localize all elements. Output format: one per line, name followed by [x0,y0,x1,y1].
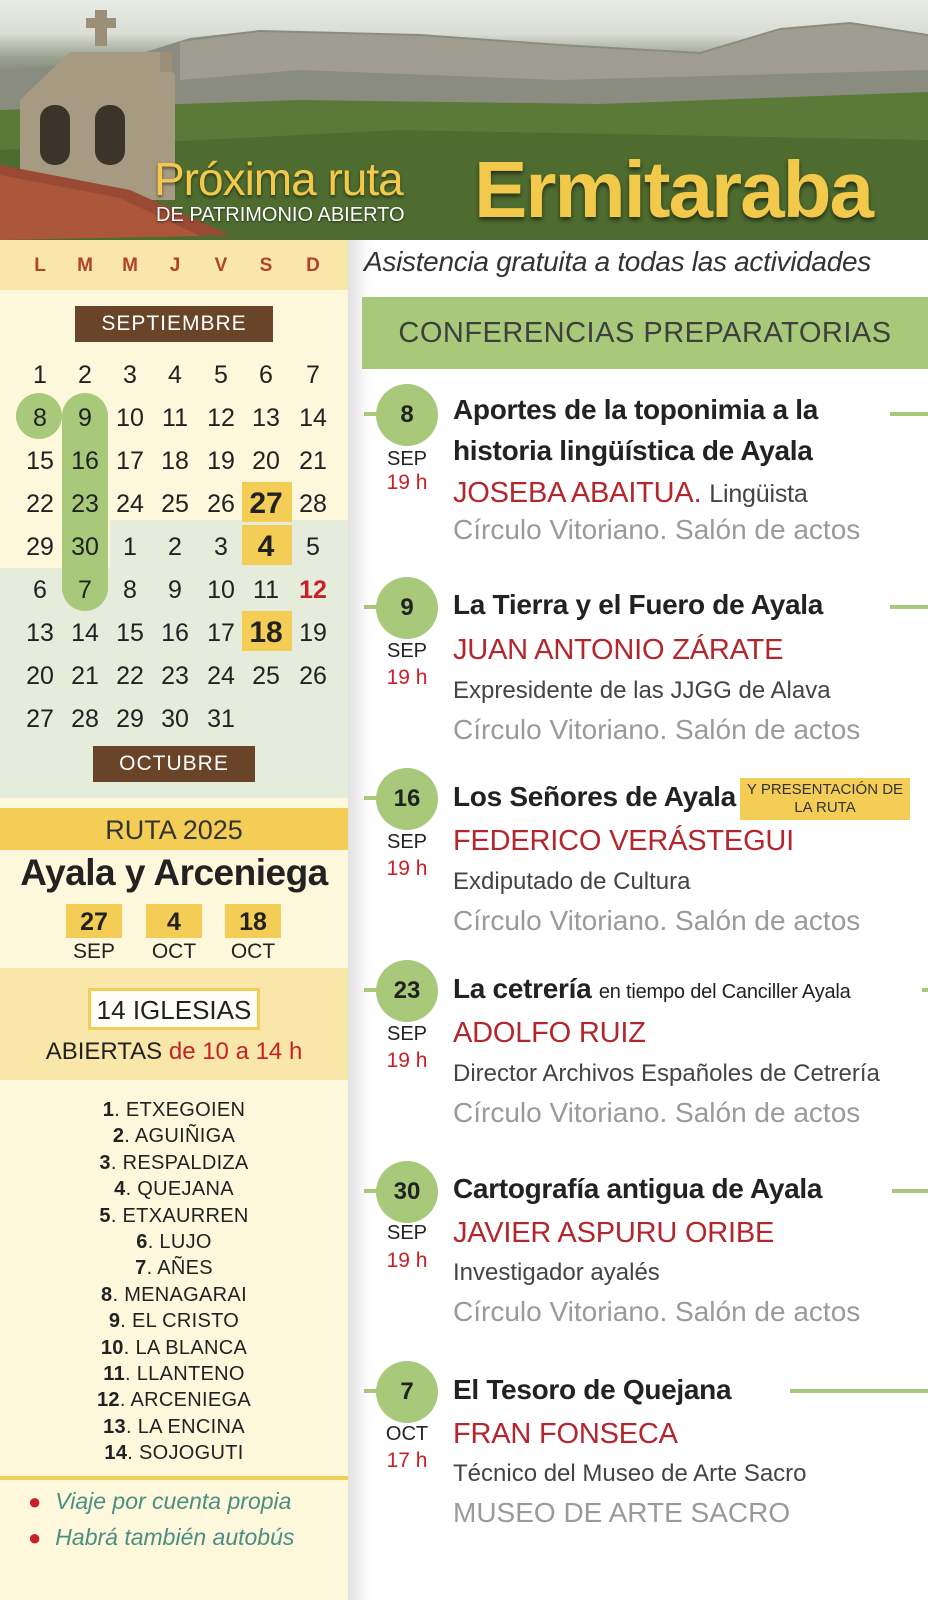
calendar-day: 1 [123,533,137,561]
calendar-day: 13 [252,404,280,432]
church-number: 1 [102,1099,115,1121]
event-title: El Tesoro de Quejana [453,1374,732,1405]
church-item [0,1176,348,1202]
calendar-day: 22 [26,490,54,518]
calendar-day: 29 [26,533,54,561]
church-item [0,1123,348,1149]
calendar-day: 25 [161,490,189,518]
church-separator: . [124,1125,135,1148]
calendar-day: 12 [207,404,235,432]
church-number: 5 [99,1204,111,1227]
event-day: 7 [376,1361,438,1423]
calendar-day: 27 [249,487,283,520]
church-number: 7 [135,1257,147,1280]
connector-line [922,988,928,992]
calendar-day: 21 [71,662,99,690]
weekday-label: S [259,255,273,276]
church-item [0,1229,348,1255]
calendar-day: 16 [161,619,189,647]
event-hour: 19 h [386,471,428,494]
calendar-day: 9 [168,576,182,604]
hours-label: de 10 a 14 h [168,1038,303,1065]
church-name: EL CRISTO [131,1310,240,1333]
calendar-day: 19 [299,619,327,647]
event-title [453,969,851,1012]
church-number: 12 [97,1389,120,1412]
church-separator: . [147,1230,160,1253]
calendar-day: 24 [207,662,235,690]
event-hour: 19 h [386,1249,428,1272]
church-item [0,1361,348,1387]
calendar-day: 7 [78,576,92,604]
header-banner [0,0,928,240]
calendar-day: 20 [26,662,54,690]
divider [0,1476,348,1480]
church-name: ETXAURREN [122,1204,249,1227]
event-title: La Tierra y el Fuero de Ayala [453,589,823,620]
church-separator: . [125,1362,137,1385]
event-place: Círculo Vitoriano. Salón de actos [453,514,861,545]
church-item [0,1150,348,1176]
ruta-date-day: 18 [225,904,281,938]
church-name: LUJO [159,1230,212,1253]
church-number: 11 [103,1362,126,1385]
event-title: Aportes de la toponimia a la [453,394,819,425]
church-separator: . [125,1178,138,1201]
note-item [28,1524,294,1551]
bullet-icon: ● [28,1489,42,1514]
event-item [348,1361,928,1551]
calendar-day: 5 [214,361,228,389]
calendar-day: 13 [26,619,54,647]
conferences-banner: CONFERENCIAS PREPARATORIAS [362,297,928,369]
church-number: 8 [101,1283,113,1306]
church-item [0,1335,348,1361]
calendar-day: 18 [249,616,283,649]
calendar-day: 20 [252,447,280,475]
calendar-day: 9 [78,404,92,432]
ruta-date [139,904,209,964]
church-name: AÑES [157,1257,213,1280]
church-name: ARCENIEGA [130,1389,251,1412]
event-speaker: FEDERICO VERÁSTEGUI [453,825,795,857]
calendar-day: 8 [33,404,47,432]
calendar-day: 4 [168,361,182,389]
church-item [0,1282,348,1308]
event-description: Expresidente de las JJGG de Alava [453,677,831,704]
event-hour: 17 h [386,1449,428,1472]
event-speaker: JUAN ANTONIO ZÁRATE [453,634,784,666]
church-number: 10 [100,1336,124,1359]
calendar-day: 1 [33,361,47,389]
church-number: 14 [104,1442,128,1465]
event-month: OCT [385,1423,429,1445]
month-label-october: OCTUBRE [93,746,255,782]
event-day: 30 [376,1161,438,1223]
event-title: Los Señores de Ayala [453,781,736,812]
connector-line [790,1389,928,1393]
presentation-badge: Y PRESENTACIÓN DE LA RUTA [740,778,910,820]
calendar-day: 3 [123,361,137,389]
event-month: SEP [386,1023,428,1045]
church-name: ETXEGOIEN [125,1099,246,1121]
church-number: 6 [136,1230,148,1253]
event-speaker: JAVIER ASPURU ORIBE [453,1217,775,1249]
iglesias-count: 14 IGLESIAS [88,988,260,1030]
calendar-day: 26 [207,490,235,518]
event-title-main: La cetrería [453,973,592,1004]
ruta-label: RUTA 2025 [0,808,348,850]
church-name: QUEJANA [137,1178,234,1201]
church-list [0,1097,348,1466]
weekday-label: M [122,255,138,276]
church-item [0,1097,348,1123]
calendar-day: 28 [299,490,327,518]
calendar-day: 4 [257,530,275,563]
ruta-date-month: OCT [230,940,276,963]
calendar-day: 29 [116,705,144,733]
event-hour: 19 h [386,666,428,689]
church-separator: . [112,1283,125,1306]
month-label-september: SEPTIEMBRE [75,306,273,342]
calendar-day: 14 [71,619,99,647]
church-name: MENAGARAI [124,1283,247,1306]
event-description: Técnico del Museo de Arte Sacro [453,1460,807,1487]
opening-hours [0,1038,348,1066]
ruta-date-month: SEP [72,940,116,963]
calendar-day: 2 [168,533,182,561]
event-speaker [453,477,808,510]
event-speaker: ADOLFO RUIZ [453,1017,646,1049]
event-hour: 19 h [386,857,428,880]
connector-line [890,412,928,416]
church-name: LA BLANCA [135,1336,248,1359]
note-item [28,1488,291,1515]
church-number: 4 [114,1178,126,1201]
event-hour: 19 h [386,1049,428,1072]
calendar-day: 17 [207,619,235,647]
church-item [0,1414,348,1440]
event-item [348,1161,928,1351]
calendar-day: 23 [161,662,189,690]
note-text: Viaje por cuenta propia [55,1488,292,1514]
calendar-day: 6 [33,576,47,604]
event-month: SEP [386,831,428,853]
event-item [348,768,928,958]
event-title: historia lingüística de Ayala [453,435,813,466]
bullet-icon: ● [28,1525,42,1550]
event-day: 9 [376,577,438,639]
church-separator: . [146,1257,158,1280]
calendar-day: 18 [161,447,189,475]
calendar-day: 8 [123,576,137,604]
header-title-small: Próxima ruta [154,153,403,205]
church-name: RESPALDIZA [122,1151,249,1174]
calendar-day: 10 [116,404,144,432]
event-day: 8 [376,384,438,446]
calendar-day: 2 [78,361,92,389]
calendar-day: 12 [299,576,327,604]
calendar-day: 31 [207,705,235,733]
church-separator: . [120,1310,132,1333]
calendar-day: 11 [253,576,279,604]
calendar-day: 5 [306,533,320,561]
event-description: Investigador ayalés [453,1259,660,1286]
church-separator: . [114,1099,126,1121]
event-speaker: FRAN FONSECA [453,1418,678,1450]
church-name: SOJOGUTI [138,1442,244,1465]
ruta-name: Ayala y Arceniega [20,852,328,893]
note-text: Habrá también autobús [55,1524,295,1550]
left-column [0,240,348,1600]
ruta-date-day: 4 [146,904,202,938]
calendar-day: 23 [71,490,99,518]
event-place: Círculo Vitoriano. Salón de actos [453,1097,861,1128]
church-separator: . [127,1442,139,1465]
connector-line [890,605,928,609]
weekday-label: D [306,255,320,276]
event-title-small: en tiempo del Canciller Ayala [598,981,851,1003]
calendar-day: 25 [252,662,280,690]
connector-line [892,1189,928,1193]
event-title: Cartografía antigua de Ayala [453,1173,823,1204]
ruta-date [59,904,129,964]
church-item [0,1203,348,1229]
church-number: 13 [103,1415,126,1438]
event-month: SEP [386,448,428,470]
ruta-date-day: 27 [66,904,122,938]
event-month: SEP [386,1222,428,1244]
calendar-day: 22 [116,662,144,690]
event-day: 23 [376,960,438,1022]
event-month: SEP [386,640,428,662]
event-item [348,384,928,574]
event-place: Círculo Vitoriano. Salón de actos [453,714,861,745]
church-item [0,1387,348,1413]
event-place: Círculo Vitoriano. Salón de actos [453,905,861,936]
event-item [348,577,928,767]
asistencia-text: Asistencia gratuita a todas las actividades [364,246,871,277]
calendar-day: 28 [71,705,99,733]
header-subtitle: DE PATRIMONIO ABIERTO [156,204,405,226]
calendar-day: 15 [26,447,54,475]
weekday-label: M [77,255,93,276]
calendar-day: 19 [207,447,235,475]
event-description: Exdiputado de Cultura [453,868,691,895]
church-number: 3 [99,1151,111,1174]
calendar-day: 26 [299,662,327,690]
weekday-label: L [34,255,46,276]
weekday-header [0,240,348,290]
calendar-day: 14 [299,404,327,432]
speaker-name: JOSEBA ABAITUA. [453,477,702,509]
church-number: 2 [112,1125,125,1148]
weekday-label: V [214,255,228,276]
calendar-day: 16 [71,447,99,475]
calendar-day: 30 [161,705,189,733]
calendar-day: 30 [71,533,99,561]
calendar-day: 21 [299,447,327,475]
church-separator: . [123,1336,136,1359]
church-name: LA ENCINA [137,1415,245,1438]
weekday-label: J [169,255,181,276]
event-place: MUSEO DE ARTE SACRO [453,1497,791,1528]
calendar-day: 24 [116,490,144,518]
event-description: Director Archivos Españoles de Cetrería [453,1060,880,1087]
calendar-day: 7 [306,361,320,389]
church-name: AGUIÑIGA [134,1125,236,1148]
calendar-day: 15 [116,619,144,647]
church-separator: . [125,1415,138,1438]
calendar-day: 11 [162,404,188,432]
calendar-day: 17 [116,447,144,475]
calendar-day: 3 [214,533,228,561]
calendar-day: 6 [259,361,273,389]
ruta-date-month: OCT [151,940,197,963]
abiertas-label: ABIERTAS [45,1038,163,1065]
event-item [348,960,928,1150]
speaker-role: Lingüista [709,480,808,508]
church-item [0,1440,348,1466]
church-item [0,1308,348,1334]
church-separator: . [110,1204,123,1227]
church-number: 9 [108,1310,121,1333]
event-place: Círculo Vitoriano. Salón de actos [453,1296,861,1327]
header-title-main: Ermitaraba [474,145,872,234]
event-day: 16 [376,768,438,830]
calendar-day: 27 [26,705,54,733]
calendar-day: 10 [207,576,235,604]
church-separator: . [110,1151,123,1174]
church-name: LLANTENO [136,1362,245,1385]
church-separator: . [119,1389,131,1412]
church-item [0,1255,348,1281]
ruta-date [218,904,288,964]
